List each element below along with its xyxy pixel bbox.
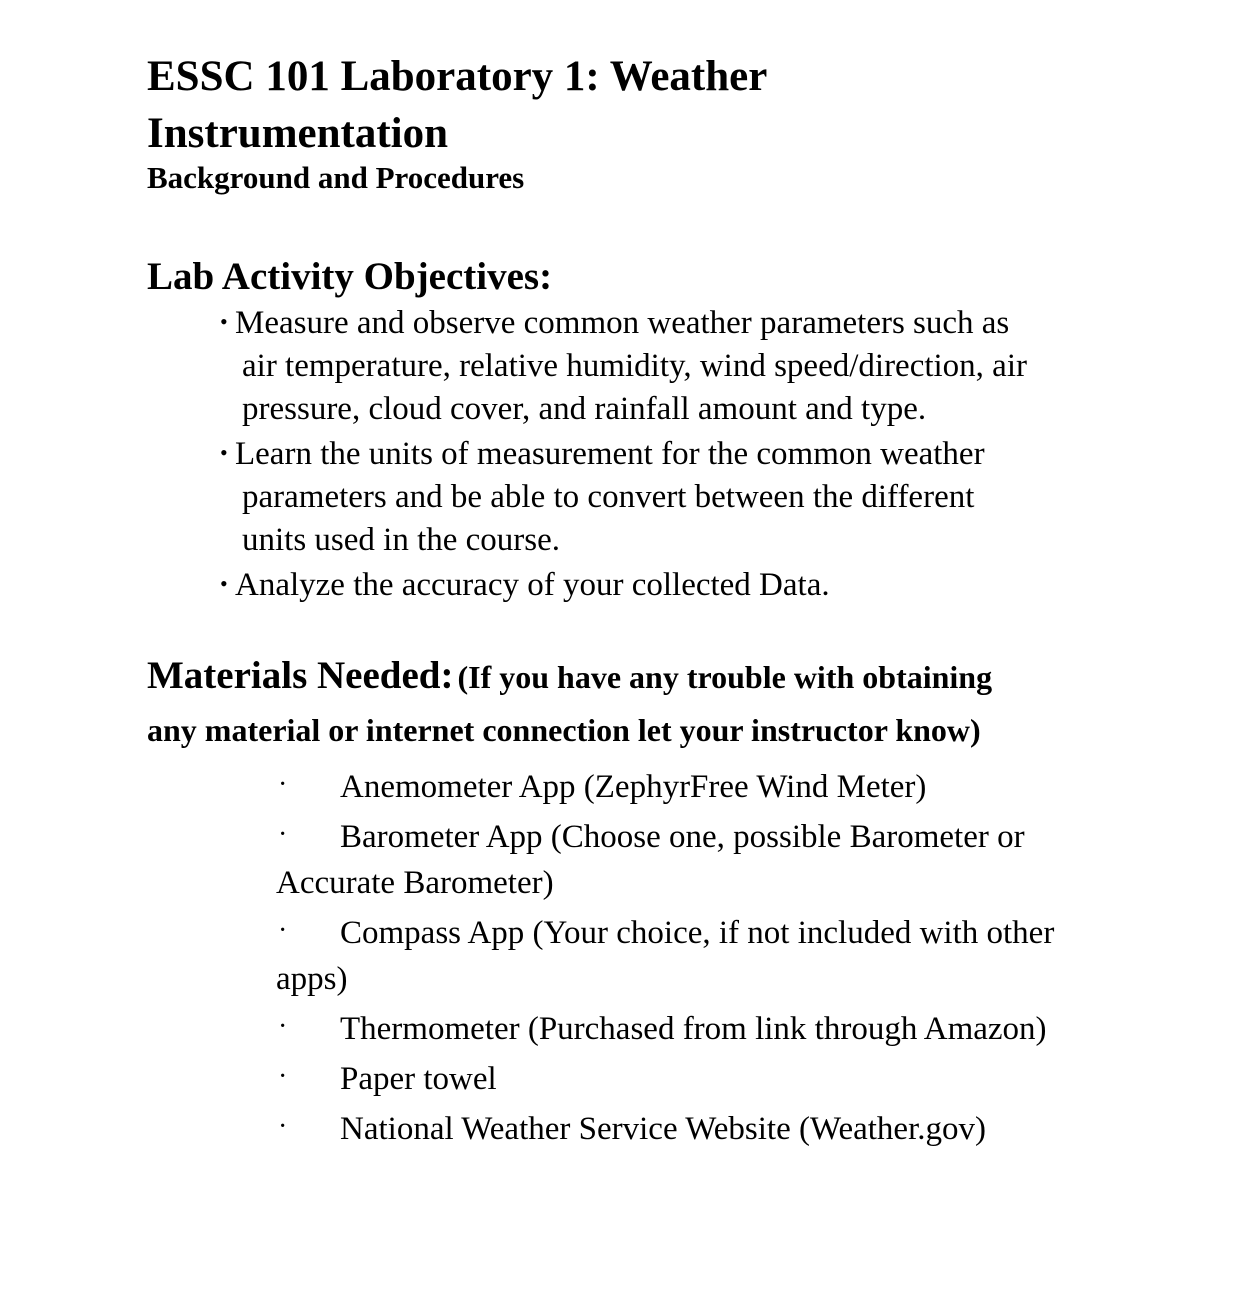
document-title: ESSC 101 Laboratory 1: Weather Instrumentation [147,53,767,157]
material-text: Paper towel [340,1061,497,1097]
bullet-icon: • [220,571,228,596]
objectives-list [205,300,1045,607]
bullet-icon: • [220,440,228,465]
materials-list [276,762,1076,1152]
objectives-heading: Lab Activity Objectives: [147,255,553,298]
material-item [276,1104,1076,1152]
objective-text: Analyze the accuracy of your collected Data. [235,567,830,603]
document-subtitle: Background and Procedures [147,160,525,195]
dot-bullet-icon: · [278,769,288,800]
material-item [276,1004,1076,1052]
materials-heading-block [147,653,1017,760]
material-item [276,762,1076,810]
material-item [276,1054,1076,1102]
document-page [147,48,1107,1154]
objective-text: Measure and observe common weather parameters such as air temperature, relative humidity, wind speed/direction, air pressure, cloud cover, and rainfall amount and type. [235,305,1027,427]
material-text: Anemometer App (ZephyrFree Wind Meter) [340,769,927,805]
dot-bullet-icon: · [278,1061,288,1092]
materials-note: (If you have any trouble with obtaining any material or internet connection let your instructor know) [147,659,993,748]
objective-item [205,300,1045,431]
materials-heading: Materials Needed: [147,654,454,697]
material-text: National Weather Service Website (Weather.gov) [340,1111,986,1147]
objective-item [205,431,1045,562]
materials-section [147,653,1055,1152]
dot-bullet-icon: · [278,915,288,946]
material-text: Compass App (Your choice, if not included with other apps) [276,915,1055,997]
material-text: Barometer App (Choose one, possible Barometer or Accurate Barometer) [276,819,1025,901]
material-text: Thermometer (Purchased from link through Amazon) [340,1011,1047,1047]
objective-item [205,562,1045,607]
dot-bullet-icon: · [278,1011,288,1042]
dot-bullet-icon: · [278,819,288,850]
objective-text: Learn the units of measurement for the common weather parameters and be able to convert between the different units used in the course. [235,436,985,558]
dot-bullet-icon: · [278,1111,288,1142]
material-item [276,908,1076,1002]
bullet-icon: • [220,309,228,334]
material-item [276,812,1076,906]
